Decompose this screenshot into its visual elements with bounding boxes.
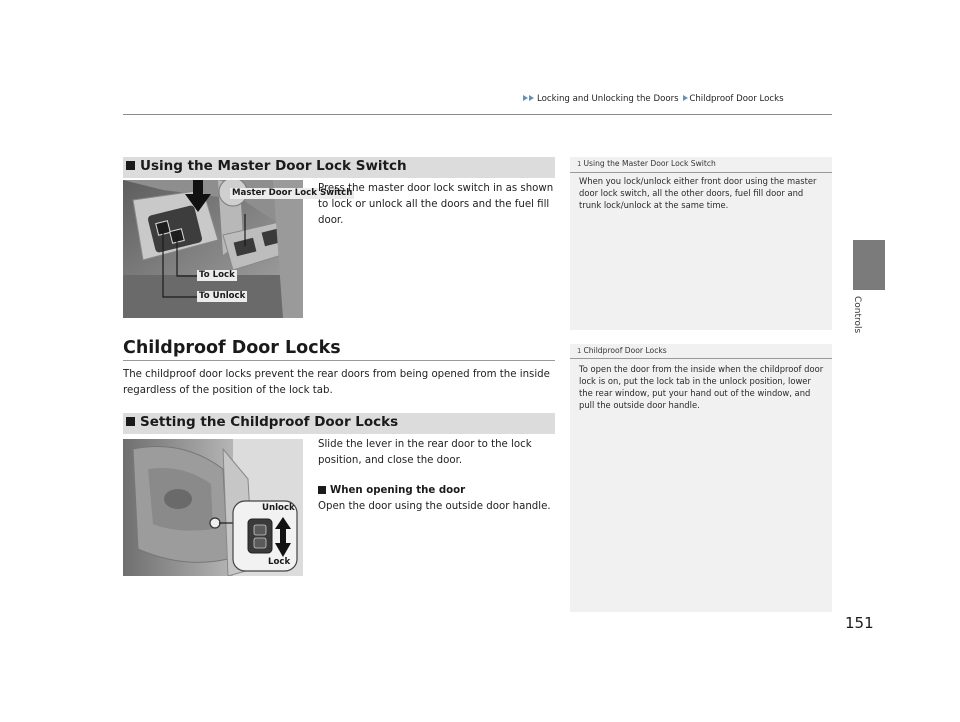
page-title: Childproof Door Locks bbox=[123, 338, 341, 358]
breadcrumb-arrow-icon bbox=[529, 95, 534, 101]
header-divider bbox=[123, 114, 832, 115]
title-divider bbox=[123, 360, 555, 361]
side-note-divider bbox=[570, 358, 832, 359]
master-switch-body-text: Press the master door lock switch in as shown to lock or unlock all the doors and the fuel fill door. bbox=[318, 183, 554, 226]
chapter-tab-label-wrap bbox=[848, 296, 878, 356]
side-note-title: 1 Childproof Door Locks bbox=[577, 346, 667, 355]
side-note-body: When you lock/unlock either front door using the master door lock switch, all the other doors, fuel fill door and trunk lock/unlock at the same time. bbox=[579, 176, 817, 210]
side-note-master-switch bbox=[570, 157, 832, 330]
master-door-lock-switch-label: Master Door Lock Switch bbox=[232, 188, 353, 198]
breadcrumb bbox=[523, 94, 784, 104]
breadcrumb-arrow-icon bbox=[523, 95, 528, 101]
when-opening-subheading: When opening the door bbox=[318, 485, 465, 496]
side-note-body: To open the door from the inside when the childproof door lock is on, put the lock tab in the unlock position, lower the rear window, put your hand out of the window, and pull the outside door handle. bbox=[579, 364, 824, 410]
lock-label: Lock bbox=[268, 557, 291, 567]
section-heading-text: Setting the Childproof Door Locks bbox=[140, 414, 399, 430]
note-number-badge: 1 bbox=[577, 160, 582, 168]
master-switch-figure bbox=[123, 180, 353, 318]
to-unlock-label: To Unlock bbox=[199, 291, 246, 301]
side-note-childproof bbox=[570, 344, 832, 612]
to-lock-label: To Lock bbox=[199, 270, 235, 280]
chapter-tab[interactable] bbox=[853, 240, 885, 290]
page-number: 151 bbox=[845, 614, 874, 632]
note-number-badge: 1 bbox=[577, 347, 582, 355]
section-square-icon bbox=[126, 417, 135, 426]
chapter-tab-label: Controls bbox=[852, 296, 862, 334]
breadcrumb-item[interactable]: Childproof Door Locks bbox=[689, 94, 784, 104]
section-heading-text: Using the Master Door Lock Switch bbox=[140, 158, 407, 174]
childproof-intro-text: The childproof door locks prevent the rear doors from being opened from the inside regardless of the position of the lock tab. bbox=[123, 369, 550, 396]
section-square-icon bbox=[126, 161, 135, 170]
section-heading-master-switch bbox=[123, 157, 555, 178]
side-note-title: 1 Using the Master Door Lock Switch bbox=[577, 159, 716, 168]
breadcrumb-item[interactable]: Locking and Unlocking the Doors bbox=[537, 94, 679, 104]
subheading-square-icon bbox=[318, 486, 326, 494]
section-heading-setting-childproof bbox=[123, 413, 555, 434]
side-note-divider bbox=[570, 172, 832, 173]
breadcrumb-arrow-icon bbox=[683, 95, 688, 101]
unlock-label: Unlock bbox=[262, 503, 295, 513]
when-opening-body-text: Open the door using the outside door handle. bbox=[318, 501, 551, 512]
childproof-setting-body-text: Slide the lever in the rear door to the lock position, and close the door. bbox=[318, 439, 532, 466]
childproof-lock-figure bbox=[123, 439, 303, 576]
